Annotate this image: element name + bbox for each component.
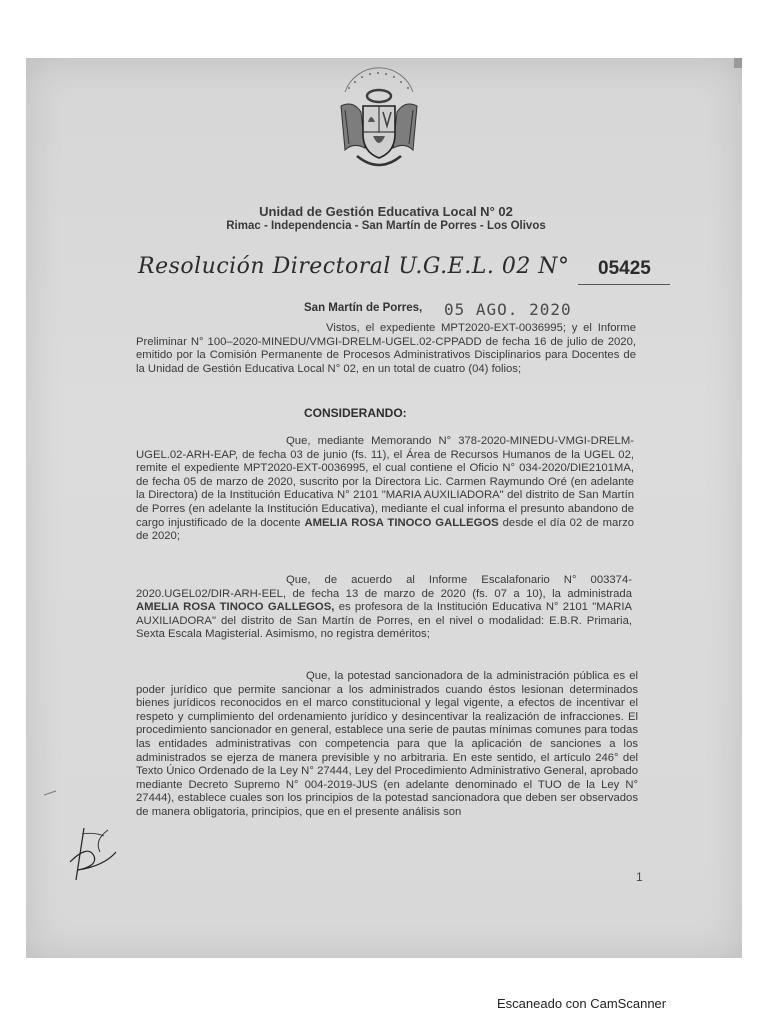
paragraph-text: es profesora de la Institución Educativa N° 2101 "MARIA AUXILIADORA" del distrito de San Martín de Porres, en el nivel o modalidad: E.B.R. Primaria, Sexta Escala Magisterial. Asimismo, no registra deméritos; bbox=[136, 601, 632, 641]
agency-name: Unidad de Gestión Educativa Local N° 02 bbox=[259, 204, 513, 219]
agency-districts: Rimac - Independencia - San Martín de Porres - Los Olivos bbox=[226, 220, 546, 232]
docente-name: AMELIA ROSA TINOCO GALLEGOS bbox=[304, 516, 499, 529]
margin-mark-icon bbox=[44, 790, 56, 796]
considerando-paragraph-3: Que, la potestad sancionadora de la administración pública es el poder jurídico que permite sancionar a los administrados cuando éstos lesionan determinados bienes jurídicos reconocidos en el marco constitucional y legal vigente, a efectos de incentivar el respeto y cumplimiento del ordenamiento jurídico y desincentivar la realización de infracciones. El procedimiento sancionador en general, establece una serie de pautas mínimas comunes para todas las entidades administrativas con competencia para que la aplicación de sanciones a los administrados se ejerza de manera previsible y no arbitraria. En este sentido, el artículo 246° del Texto Único Ordenado de la Ley N° 27444, Ley del Procedimiento Administrativo General, aprobado mediante Decreto Supremo N° 004-2019-JUS (en adelante denominado el TUO de la Ley N° 27444), establece cuales son los principios de la potestad sancionadora que deben ser observados de manera obligatoria, principios, que en el presente análisis son bbox=[136, 670, 638, 818]
considerando-heading: CONSIDERANDO: bbox=[304, 406, 407, 420]
page-number: 1 bbox=[636, 870, 643, 884]
coat-of-arms-icon bbox=[331, 62, 427, 174]
document-content bbox=[26, 58, 742, 958]
date-stamp: 05 AGO. 2020 bbox=[444, 300, 572, 319]
considerando-paragraph-1 bbox=[136, 435, 634, 544]
camscanner-watermark: Escaneado con CamScanner bbox=[497, 996, 667, 1011]
resolution-number-underline bbox=[578, 284, 670, 285]
paragraph-text: Que, de acuerdo al Informe Escalafonario N° 003374-2020.UGEL02/DIR-ARH-EEL, de fecha 13 de marzo de 2020 (fs. 07 a 10), la administrada bbox=[136, 574, 632, 600]
scanned-document-page bbox=[26, 58, 742, 958]
vistos-paragraph: Vistos, el expediente MPT2020-EXT-0036995; y el Informe Preliminar N° 100–2020-MINEDU/VMGI-DRELM-UGEL.02-CPPADD de fecha 16 de julio de 2020, emitido por la Comisión Permanente de Procesos Administrativos Disciplinarios para Docentes de la Unidad de Gestión Educativa Local N° 02, en un total de cuatro (04) folios; bbox=[136, 322, 636, 375]
signature-icon bbox=[64, 822, 134, 882]
considerando-paragraph-2 bbox=[136, 574, 632, 642]
scan-edge-mark bbox=[734, 58, 742, 68]
date-place: San Martín de Porres, bbox=[304, 302, 423, 314]
administrada-name: AMELIA ROSA TINOCO GALLEGOS, bbox=[136, 601, 335, 614]
resolution-number: 05425 bbox=[598, 258, 651, 279]
paragraph-text: desde el día 02 de marzo de 2020; bbox=[136, 516, 635, 543]
paragraph-text: Que, mediante Memorando N° 378-2020-MINEDU-VMGI-DRELM-UGEL.02-ARH-EAP, de fecha 03 de junio (fs. 11), el Área de Recursos Humanos de la UGEL 02, remite el expediente MPT2020-EXT-0036995, el cual contiene el Oficio N° 034-2020/DIE2101MA, de fecha 05 de marzo de 2020, suscrito por la Directora Lic. Carmen Raymundo Oré (en adelante la Directora) de la Institución Educativa N° 2101 "MARIA AUXILIADORA" del distrito de San Martín de Porres (en adelante la Institución Educativa), mediante el cual informa el presunto abandono de cargo injustificado de la docente bbox=[136, 435, 634, 529]
resolution-title: Resolución Directoral U.G.E.L. 02 N° bbox=[138, 254, 570, 279]
